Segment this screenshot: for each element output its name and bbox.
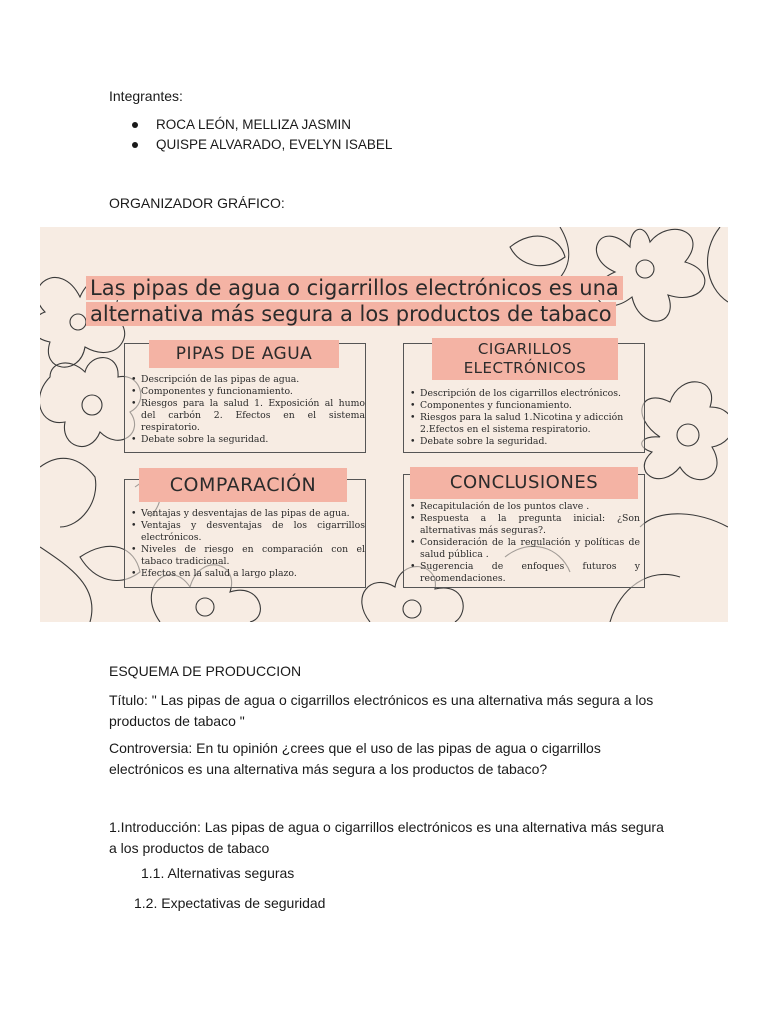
box-items (129, 374, 365, 446)
organizer-title-line2: alternativa más segura a los productos de tabaco (86, 302, 616, 326)
box-pipas-de-agua (124, 343, 366, 453)
introduccion-paragraph: 1.Introducción: Las pipas de agua o cigarrillos electrónicos es una alternativa más segura a los productos de tabaco (109, 819, 664, 856)
list-item: • Respuesta a la pregunta inicial: ¿Son alternativas más seguras?. (408, 513, 640, 537)
graphic-organizer-image (40, 227, 728, 622)
organizador-label: ORGANIZADOR GRÁFICO: (109, 195, 285, 211)
box-conclusiones (403, 474, 645, 588)
list-item: • Componentes y funcionamiento. (129, 386, 365, 398)
box-heading-line2: ELECTRÓNICOS (463, 359, 587, 377)
list-item: • Recapitulación de los puntos clave . (408, 501, 640, 513)
box-heading-line1: CIGARILLOS (477, 340, 573, 358)
subsection-1-2: 1.2. Expectativas de seguridad (134, 895, 326, 911)
esquema-label: ESQUEMA DE PRODUCCION (109, 663, 302, 679)
list-item: • Niveles de riesgo en comparación con el tabaco tradicional. (129, 544, 365, 568)
list-item: • Sugerencia de enfoques futuros y recomendaciones. (408, 561, 640, 585)
list-item: • Ventajas y desventajas de los cigarrillos electrónicos. (129, 520, 365, 544)
members-list (130, 115, 392, 155)
member-item (130, 115, 392, 135)
organizer-title-line1: Las pipas de agua o cigarrillos electrónicos es una (86, 276, 623, 300)
list-item: • Debate sobre la seguridad. (129, 434, 365, 446)
list-item: • Ventajas y desventajas de las pipas de agua. (129, 508, 365, 520)
bullet-icon (132, 122, 138, 128)
box-heading: CONCLUSIONES (410, 467, 638, 499)
list-item: • Descripción de las pipas de agua. (129, 374, 365, 386)
organizer-title (86, 275, 686, 327)
member-name: QUISPE ALVARADO, EVELYN ISABEL (156, 137, 393, 152)
titulo-paragraph: Título: " Las pipas de agua o cigarrillos electrónicos es una alternativa más segura a los productos de tabaco " (109, 692, 654, 729)
box-heading: COMPARACIÓN (139, 468, 347, 502)
member-name: ROCA LEÓN, MELLIZA JASMIN (156, 117, 352, 132)
box-cigarillos-electronicos (403, 340, 645, 453)
list-item: • Componentes y funcionamiento. (408, 400, 644, 412)
box-comparacion (124, 474, 366, 588)
controversia-paragraph: Controversia: En tu opinión ¿crees que el uso de las pipas de agua o cigarrillos electrónicos es una alternativa más segura a los productos de tabaco? (109, 740, 601, 777)
list-item: • Consideración de la regulación y políticas de salud pública . (408, 537, 640, 561)
integrantes-label: Integrantes: (109, 88, 183, 104)
box-items (408, 501, 640, 585)
list-item: • Efectos en la salud a largo plazo. (129, 568, 365, 580)
list-item: • Riesgos para la salud 1.Nicotina y adicción 2.Efectos en el sistema respiratorio. (408, 412, 644, 436)
member-item (130, 135, 392, 155)
box-items (408, 388, 644, 448)
box-heading: PIPAS DE AGUA (149, 340, 339, 368)
list-item: • Riesgos para la salud 1. Exposición al humo del carbón 2. Efectos en el sistema respiratorio. (129, 398, 365, 434)
box-items (129, 508, 365, 580)
bullet-icon (132, 142, 138, 148)
list-item: • Debate sobre la seguridad. (408, 436, 644, 448)
subsection-1-1: 1.1. Alternativas seguras (141, 865, 295, 881)
list-item: • Descripción de los cigarrillos electrónicos. (408, 388, 644, 400)
box-heading (432, 338, 618, 380)
